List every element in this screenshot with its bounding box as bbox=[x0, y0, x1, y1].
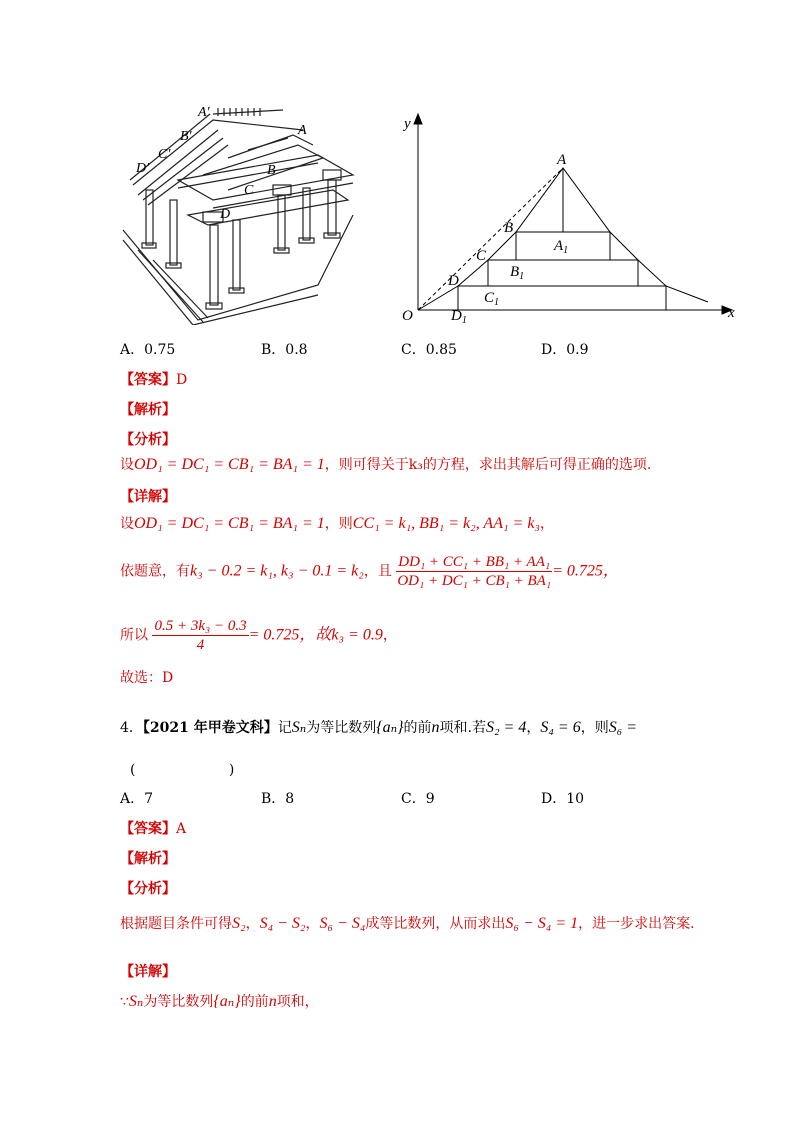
point-A1-label: $A_1$ bbox=[554, 238, 569, 256]
q3-fenxi-tag: 【分析】 bbox=[120, 432, 176, 448]
point-D-label: D bbox=[448, 273, 459, 289]
q3-option-d: D．0.9 bbox=[541, 342, 589, 358]
q3-detail-line2: 依题意，有k₃ − 0.2 = k₁, k₃ − 0.1 = k₂，且 $\frac{\text{DD₁ + CC₁ + BB₁ + AA₁}}{\text{OD₁ + DC₁ + CB₁ + BA₁}}$ = 0.725， bbox=[120, 554, 619, 589]
q3-answer-value: D bbox=[176, 372, 188, 388]
q3-k3-fraction: $\frac{\text{0.5 + 3k₃ − 0.3}}{4}$ bbox=[154, 618, 247, 653]
q4-option-c: C．9 bbox=[401, 791, 435, 807]
q3-xiangjie-tag: 【详解】 bbox=[120, 489, 176, 505]
q4-option-a: A．7 bbox=[120, 791, 154, 807]
label-C-prime: C′ bbox=[158, 147, 171, 162]
label-D: D bbox=[220, 207, 231, 222]
pavilion-figure bbox=[118, 100, 368, 325]
q3-answer: 【答案】D bbox=[120, 372, 188, 388]
q4-jiexi-tag: 【解析】 bbox=[120, 851, 176, 867]
point-D1-label: $D_1$ bbox=[451, 308, 467, 325]
q4-source: 【2021 年甲卷文科】 bbox=[142, 720, 278, 736]
axis-y-label: y bbox=[404, 116, 411, 132]
q3-fenxi-equation: OD₁ = DC₁ = CB₁ = BA₁ = 1 bbox=[134, 456, 325, 473]
coordinate-diagram bbox=[398, 110, 743, 325]
q4-detail-line1: ∵Sₙ为等比数列{aₙ}的前n项和， bbox=[120, 993, 319, 1010]
label-B: B bbox=[267, 163, 276, 178]
q4-fenxi-text: 根据题目条件可得S₂，S₄ − S₂，S₆ − S₄成等比数列，从而求出S₆ − S₄ = 1，进一步求出答案. bbox=[120, 915, 695, 932]
label-A: A bbox=[298, 123, 307, 138]
q3-fenxi-text: 设OD₁ = DC₁ = CB₁ = BA₁ = 1，则可得关于k₃的方程，求出其解后可得正确的选项. bbox=[120, 456, 652, 473]
q4-option-b: B．8 bbox=[261, 791, 295, 807]
q4-stem: 4．【2021 年甲卷文科】记Sₙ为等比数列{aₙ}的前n项和.若S₂ = 4，S₄ = 6，则S₆ = bbox=[120, 719, 638, 736]
q4-xiangjie-tag: 【详解】 bbox=[120, 964, 176, 980]
q4-answer-value: A bbox=[176, 821, 187, 837]
point-B-label: B bbox=[504, 220, 514, 236]
q3-detail-line1: 设OD₁ = DC₁ = CB₁ = BA₁ = 1，则CC₁ = k₁, BB₁ = k₂, AA₁ = k₃， bbox=[120, 515, 554, 532]
origin-label: O bbox=[402, 308, 413, 324]
q3-option-a: A．0.75 bbox=[120, 342, 176, 358]
q4-answer-paren: ( ) bbox=[130, 762, 235, 778]
q3-detail-line3: 所以 $\frac{\text{0.5 + 3k₃ − 0.3}}{4}$ = 0.725，故k₃ = 0.9， bbox=[120, 618, 397, 653]
q3-conclusion: 故选：D bbox=[120, 670, 174, 686]
point-A-label: A bbox=[557, 152, 567, 168]
label-B-prime: B′ bbox=[180, 129, 192, 144]
q3-jiexi-tag: 【解析】 bbox=[120, 402, 176, 418]
q3-option-c: C．0.85 bbox=[401, 342, 457, 358]
point-B1-label: $B_1$ bbox=[510, 264, 525, 282]
q4-fenxi-tag: 【分析】 bbox=[120, 881, 176, 897]
label-C: C bbox=[244, 183, 254, 198]
q3-option-b: B．0.8 bbox=[261, 342, 308, 358]
q4-option-d: D．10 bbox=[541, 791, 585, 807]
label-D-prime: D′ bbox=[136, 161, 150, 176]
point-C1-label: $C_1$ bbox=[484, 290, 500, 308]
point-C-label: C bbox=[476, 248, 487, 264]
label-A-prime: A′ bbox=[198, 105, 210, 120]
q3-ratio-fraction: $\frac{\text{DD₁ + CC₁ + BB₁ + AA₁}}{\text{OD₁ + DC₁ + CB₁ + BA₁}}$ bbox=[397, 554, 552, 589]
q4-answer: 【答案】A bbox=[120, 821, 187, 837]
axis-x-label: x bbox=[728, 305, 735, 321]
